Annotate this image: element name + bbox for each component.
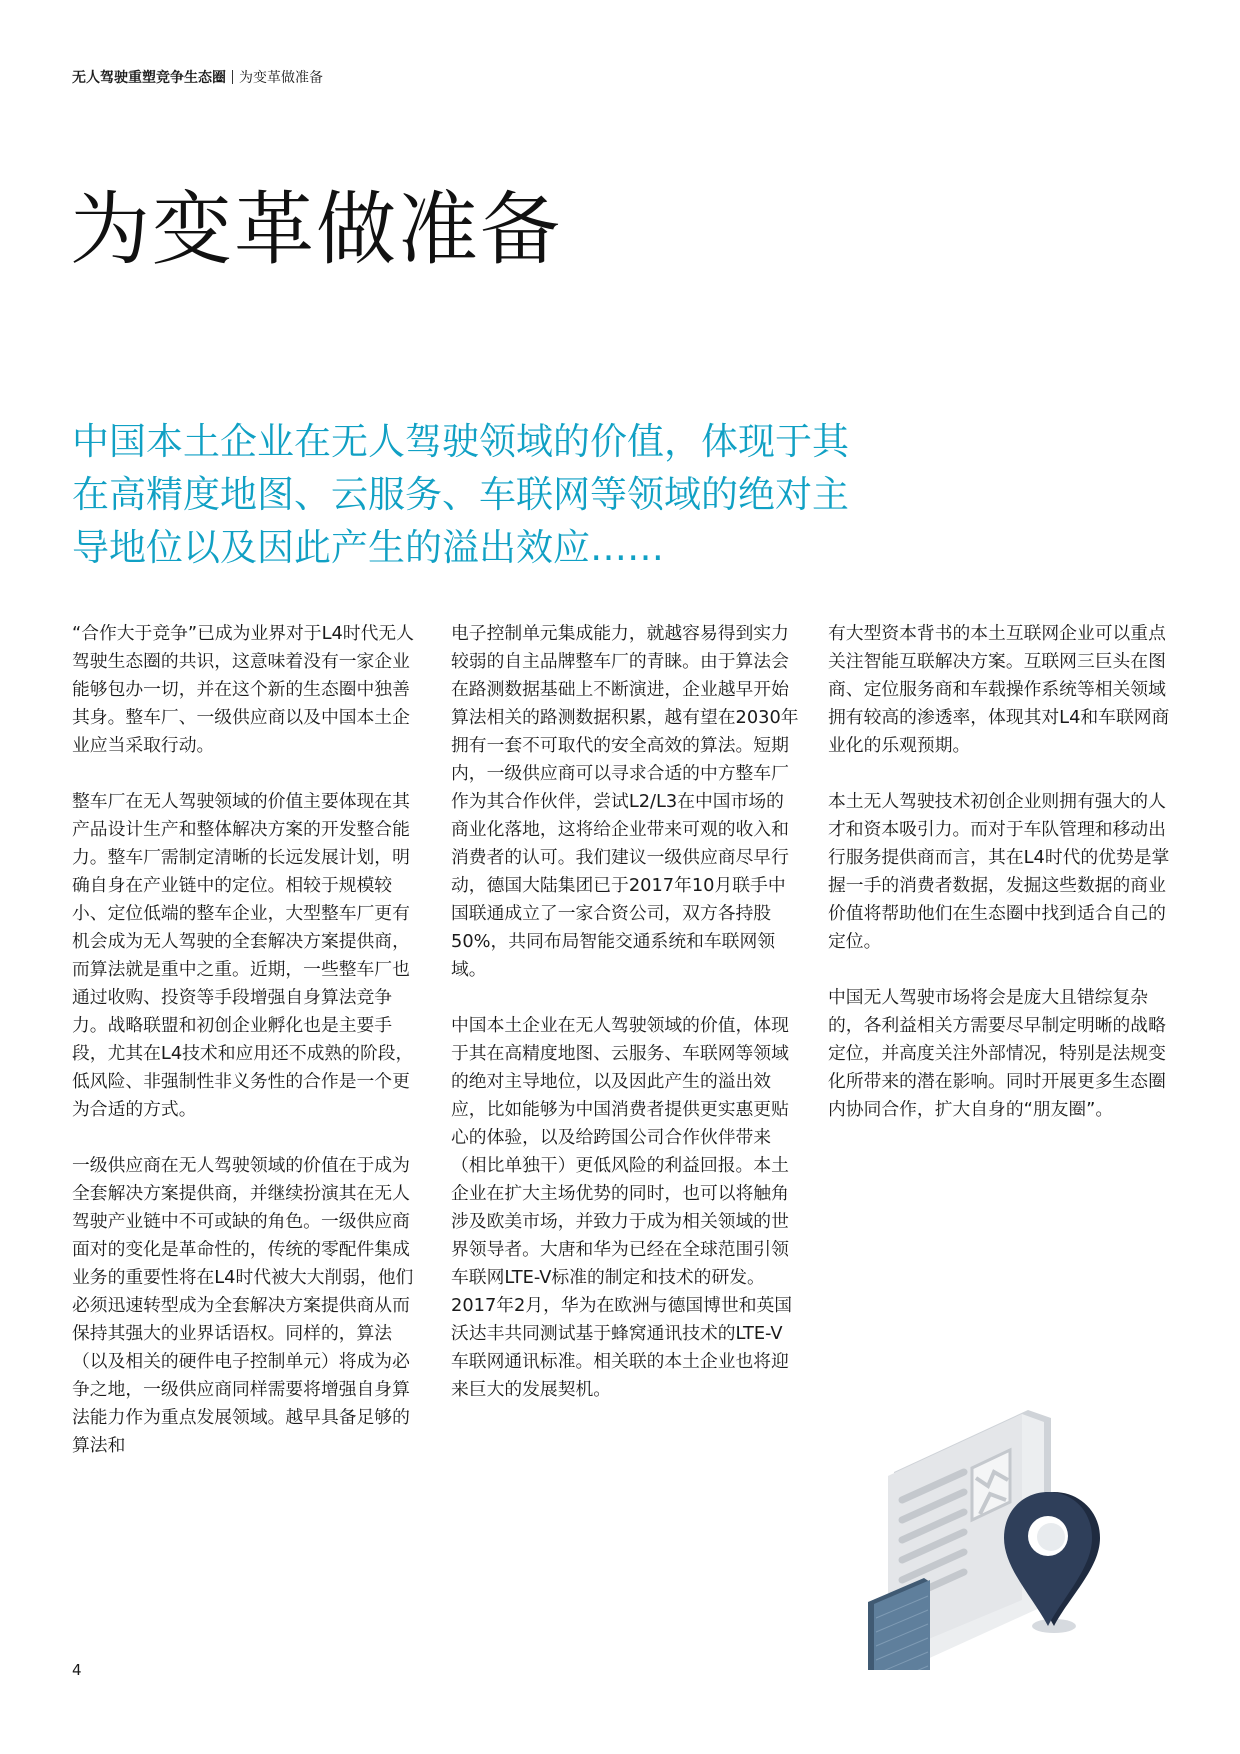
lead-line: 导地位以及因此产生的溢出效应…… xyxy=(72,526,664,569)
paragraph: 中国本土企业在无人驾驶领域的价值，体现于其在高精度地图、云服务、车联网等领域的绝对主导地位，以及因此产生的溢出效应，比如能够为中国消费者提供更实惠更贴心的体验，以及给跨国公司合作伙伴带来（相比单独干）更低风险的利益回报。本土企业在扩大主场优势的同时，也可以将触角涉及欧美市场，并致力于成为相关领域的世界领导者。大唐和华为已经在全球范围引领车联网LTE-V标准的制定和技术的研发。2017年2月，华为在欧洲与德国博世和英国沃达丰共同测试基于蜂窝通讯技术的LTE-V车联网通讯标准。相关联的本土企业也将迎来巨大的发展契机。 xyxy=(451,1015,793,1400)
body-column-3 xyxy=(828,620,1176,1152)
report-title: 无人驾驶重塑竞争生态圈 xyxy=(72,70,226,86)
body-column-2 xyxy=(451,620,799,1432)
paragraph: 中国无人驾驶市场将会是庞大且错综复杂的，各利益相关方需要尽早制定明晰的战略定位，并高度关注外部情况，特别是法规变化所带来的潜在影响。同时开展更多生态圈内协同合作，扩大自身的“朋友圈”。 xyxy=(828,987,1166,1120)
header-divider xyxy=(232,70,233,84)
paragraph: 有大型资本背书的本土互联网企业可以重点关注智能互联解决方案。互联网三巨头在图商、定位服务商和车载操作系统等相关领域拥有较高的渗透率，体现其对L4和车联网商业化的乐观预期。 xyxy=(828,623,1170,756)
paragraph: 本土无人驾驶技术初创企业则拥有强大的人才和资本吸引力。而对于车队管理和移动出行服务提供商而言，其在L4时代的优势是掌握一手的消费者数据，发掘这些数据的商业价值将帮助他们在生态圈中找到适合自己的定位。 xyxy=(828,791,1170,952)
blue-panel-illustration xyxy=(868,1578,930,1670)
lead-quote xyxy=(72,415,872,574)
paragraph: 整车厂在无人驾驶领域的价值主要体现在其产品设计生产和整体解决方案的开发整合能力。整车厂需制定清晰的长远发展计划，明确自身在产业链中的定位。相较于规模较小、定位低端的整车企业，大型整车厂更有机会成为无人驾驶的全套解决方案提供商，而算法就是重中之重。近期，一些整车厂也通过收购、投资等手段增强自身算法竞争力。战略联盟和初创企业孵化也是主要手段，尤其在L4技术和应用还不成熟的阶段，低风险、非强制性非义务性的合作是一个更为合适的方式。 xyxy=(72,791,414,1120)
lead-line: 在高精度地图、云服务、车联网等领域的绝对主 xyxy=(72,473,849,516)
body-column-1 xyxy=(72,620,420,1488)
section-name: 为变革做准备 xyxy=(239,70,323,86)
page-number: 4 xyxy=(72,1661,82,1679)
lead-line: 中国本土企业在无人驾驶领域的价值，体现于其 xyxy=(72,420,849,463)
running-header xyxy=(72,68,323,88)
map-location-pin-icon xyxy=(868,1390,1148,1670)
paragraph: 一级供应商在无人驾驶领域的价值在于成为全套解决方案提供商，并继续扮演其在无人驾驶产业链中不可或缺的角色。一级供应商面对的变化是革命性的，传统的零配件集成业务的重要性将在L4时代被大大削弱，他们必须迅速转型成为全套解决方案提供商从而保持其强大的业界话语权。同样的，算法（以及相关的硬件电子控制单元）将成为必争之地，一级供应商同样需要将增强自身算法能力作为重点发展领域。越早具备足够的算法和 xyxy=(72,1155,414,1456)
paragraph: 电子控制单元集成能力，就越容易得到实力较弱的自主品牌整车厂的青睐。由于算法会在路测数据基础上不断演进，企业越早开始算法相关的路测数据积累，越有望在2030年拥有一套不可取代的安全高效的算法。短期内，一级供应商可以寻求合适的中方整车厂作为其合作伙伴，尝试L2/L3在中国市场的商业化落地，这将给企业带来可观的收入和消费者的认可。我们建议一级供应商尽早行动，德国大陆集团已于2017年10月联手中国联通成立了一家合资公司，双方各持股50%，共同布局智能交通系统和车联网领域。 xyxy=(451,623,799,980)
paragraph: “合作大于竞争”已成为业界对于L4时代无人驾驶生态圈的共识，这意味着没有一家企业能够包办一切，并在这个新的生态圈中独善其身。整车厂、一级供应商以及中国本土企业应当采取行动。 xyxy=(72,623,414,756)
page-title: 为变革做准备 xyxy=(70,183,562,276)
